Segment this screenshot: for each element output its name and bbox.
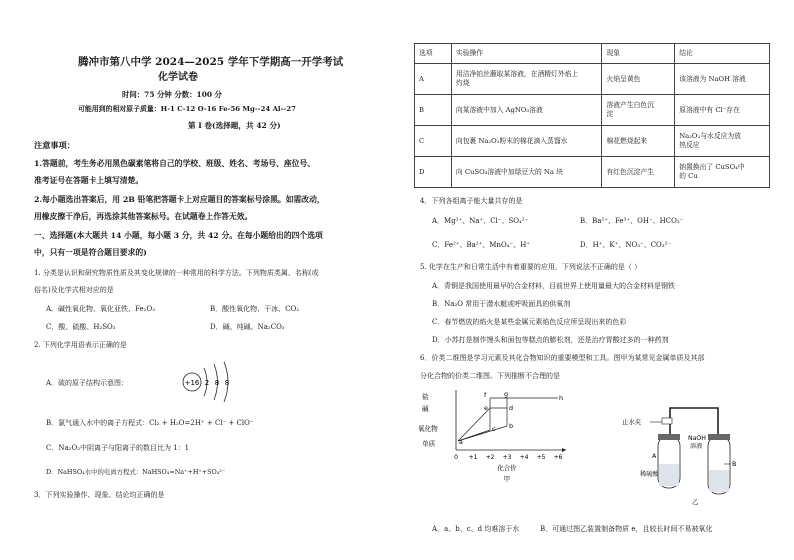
- point-label: c: [492, 425, 496, 433]
- clamp-label: 止水夹: [622, 418, 642, 426]
- row-phenomenon: 棉花燃烧起来: [602, 126, 675, 157]
- q5-option-d: D．小苏打是制作馒头和面包等糕点的膨松剂，还是治疗胃酸过多的一种药剂: [432, 336, 669, 344]
- row-conclusion: Na₂O₂与水反应为放 热反应: [675, 126, 770, 157]
- y-label-base: 碱: [422, 405, 429, 413]
- relation-lines-a: [458, 408, 507, 441]
- table-row: [415, 126, 770, 157]
- q1-stem-a: 1. 分类是认识和研究物质性质及其变化规律的一种常用的科学方法。下列物质类属、名称(或: [34, 269, 319, 277]
- q2-option-a: A．硫的原子结构示意图：: [46, 379, 129, 387]
- note-1a: 1.答题前，考生务必用黑色碳素笔将自己的学校、班级、姓名、考场号、座位号、: [34, 159, 316, 168]
- valence-class-diagram: [418, 386, 568, 508]
- clamp-icon: [662, 418, 672, 424]
- note-2b: 用橡皮擦干净后，再选涂其他答案标号。在试题卷上作答无效。: [34, 212, 253, 221]
- row-option: C: [415, 126, 452, 157]
- q2-option-b: B．氯气通入水中的离子方程式：Cl₂ + H₂O=2H⁺ + Cl⁻ + ClO⁻: [46, 419, 254, 427]
- x-axis-arrow: [562, 448, 566, 452]
- x-tick: +6: [553, 454, 563, 461]
- naoh-label-a: NaOH: [688, 435, 706, 442]
- q6-option-b: B．可通过图乙装置制备物质 e，且较长时间不易被氧化: [540, 525, 713, 533]
- x-tick: +3: [502, 454, 512, 461]
- row-phenomenon: 有红色沉淀产生: [602, 157, 675, 188]
- experiment-table: [414, 43, 770, 188]
- row-operation: 用洁净铂丝蘸取某溶液，在酒精灯外焰上 灼烧: [451, 64, 602, 95]
- q1-option-a: A．碱性氧化物、氧化亚铁、Fe₂O₃: [46, 305, 156, 313]
- q3-stem: 3．下列实验操作、现象、结论均正确的是: [34, 491, 165, 499]
- q1-option-b: B．酸性氧化物、干冰、CO₂: [210, 305, 300, 313]
- point-label: f: [484, 391, 487, 399]
- row-operation: 向 CuSO₄溶液中加绿豆大的 Na 块: [451, 157, 602, 188]
- apparatus-diagram: [618, 394, 748, 506]
- shell-electrons-3: 8: [224, 379, 230, 387]
- point-label: d: [509, 404, 514, 412]
- sulfur-atom-diagram: [180, 358, 240, 406]
- q5-stem: 5. 化学在生产和日常生活中有着重要的应用，下列说法不正确的是（ ）: [420, 263, 642, 271]
- note-1b: 准考证号在答题卡上填写清楚。: [34, 176, 144, 185]
- section1-line2: 中，只有一项是符合题目要求的): [34, 248, 147, 257]
- q5-option-a: A．青铜是我国使用最早的合金材料，目前世界上使用量最大的合金材料是钢铁: [432, 282, 676, 290]
- notes-heading: 注意事项：: [34, 140, 75, 150]
- x-tick: 0: [454, 454, 458, 461]
- apparatus-caption: 乙: [692, 498, 699, 506]
- naoh-liquid: [709, 470, 729, 492]
- y-label-oxide: 氧化物: [418, 425, 438, 433]
- q4-option-b: B．Ba²⁺、Fe³⁺、OH⁻、HCO₃⁻: [580, 217, 684, 225]
- q2-option-c: C．Na₂O₂中阴离子与阳离子的数目比为 1：1: [46, 444, 190, 452]
- acid-label: 稀硫酸: [640, 471, 659, 478]
- table-header: 选项: [415, 44, 452, 64]
- row-conclusion: 该溶液为 NaOH 溶液: [675, 64, 770, 95]
- exam-title: 腾冲市第八中学 2024—2025 学年下学期高一开学考试: [78, 56, 344, 68]
- label-a: A: [652, 452, 657, 460]
- row-phenomenon: 火焰呈黄色: [602, 64, 675, 95]
- table-row: [415, 157, 770, 188]
- time-score: 时间：75 分钟 分数：100 分: [122, 90, 222, 99]
- row-conclusion: 原溶液中有 Cl⁻存在: [675, 95, 770, 126]
- nucleus-charge: +16: [184, 379, 200, 387]
- q4-stem: 4．下列各组离子能大量共存的是: [420, 197, 523, 205]
- stopper-a: [658, 434, 680, 440]
- point-label: a: [459, 438, 463, 446]
- shell-electrons-2: 8: [214, 379, 220, 387]
- q6-stem-b: 分化合物的价类二维图。下列推断不合理的是: [420, 372, 560, 380]
- acid-liquid: [659, 464, 679, 486]
- table-header: 结论: [675, 44, 770, 64]
- row-conclusion: 钠置换出了 CuSO₄中 的 Cu: [675, 157, 770, 188]
- q6-option-a: A．a、b、c、d 均难溶于水: [432, 525, 520, 533]
- row-phenomenon: 溶液产生白色沉 淀: [602, 95, 675, 126]
- row-operation: 向某溶液中加入 AgNO₃溶液: [451, 95, 602, 126]
- table-header: 现象: [602, 44, 675, 64]
- relation-lines-top: [490, 398, 558, 408]
- table-row: [415, 95, 770, 126]
- y-label-element: 单质: [422, 440, 436, 448]
- point-label: b: [509, 422, 514, 430]
- x-tick: +4: [519, 454, 529, 461]
- q6-stem-a: 6．价类二维图是学习元素及其化合物知识的重要模型和工具。图甲为某常见金属单质及其部: [420, 354, 705, 362]
- point-label: g: [504, 390, 509, 398]
- row-option: A: [415, 64, 452, 95]
- q4-option-a: A．Mg²⁺、Na⁺、Cl⁻、SO₄²⁻: [432, 217, 529, 225]
- stopper-b: [708, 434, 730, 440]
- naoh-label-b: 溶液: [690, 443, 703, 450]
- row-option: D: [415, 157, 452, 188]
- q1-option-d: D．碱、纯碱、Na₂CO₃: [210, 323, 285, 331]
- q4-option-d: D．H⁺、K⁺、NO₃⁻、CO₃²⁻: [580, 241, 672, 249]
- note-2a: 2.每小题选出答案后，用 2B 铅笔把答题卡上对应题目的答案标号涂黑。如需改动，: [34, 195, 325, 204]
- q5-option-c: C．春节燃放的焰火是某些金属元素焰色反应所呈现出来的色彩: [432, 318, 627, 326]
- q1-stem-b: 俗名)及化学式相对应的是: [34, 286, 114, 294]
- atomic-masses: 可能用到的相对原子质量：H-1 C-12 O-16 Fe-56 Mg--24 Al--27: [78, 105, 296, 113]
- section1-line1: 一、选择题(本大题共 14 小题，每小题 3 分，共 42 分。在每小题给出的四个选项: [34, 231, 323, 240]
- table-header-row: [415, 44, 770, 64]
- shell-electrons-1: 2: [204, 379, 210, 387]
- x-tick: +1: [468, 454, 478, 461]
- label-b: B: [732, 460, 737, 468]
- x-axis-label: 化合价: [497, 464, 517, 472]
- y-label-salt: 盐: [422, 393, 429, 401]
- x-tick: +2: [485, 454, 495, 461]
- x-tick: +5: [536, 454, 546, 461]
- q1-option-c: C．酸、硫酸、H₂SO₃: [46, 323, 116, 331]
- q2-option-d: D．NaHSO₄水中的电离方程式：NaHSO₄=Na⁺+H⁺+SO₄²⁻: [46, 468, 226, 476]
- point-label: e: [484, 404, 488, 412]
- exam-subtitle: 化学试卷: [158, 72, 198, 83]
- row-operation: 向包裹 Na₂O₂粉末的棉花滴入蒸馏水: [451, 126, 602, 157]
- q5-option-b: B．Na₂O 常用于潜水艇或呼吸面具的供氧剂: [432, 300, 571, 308]
- volume-title: 第 I 卷(选择题，共 42 分): [188, 121, 281, 130]
- point-label: h: [559, 394, 564, 402]
- table-header: 实验操作: [451, 44, 602, 64]
- q2-stem: 2. 下列化学用语表示正确的是: [34, 341, 127, 349]
- row-option: B: [415, 95, 452, 126]
- chart-caption: 甲: [503, 475, 511, 483]
- q4-option-c: C．Fe²⁺、Ba²⁺、MnO₄⁻、H⁺: [432, 241, 531, 249]
- table-row: [415, 64, 770, 95]
